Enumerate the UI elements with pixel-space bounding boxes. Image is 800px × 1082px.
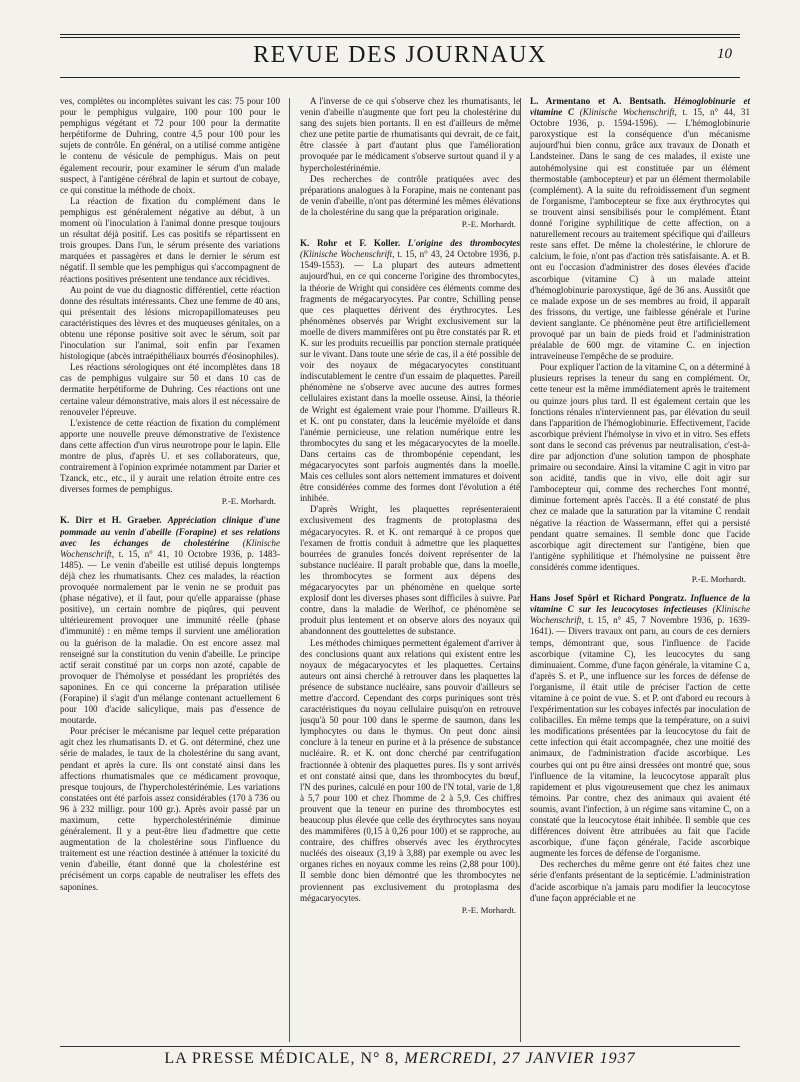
paragraph: Divers travaux ont paru, au cours de ces derniers temps, démontrant que, sous l'influence de l'acide ascorbique (vitamine C), les leucocytes du sang diminuaient. Comme, d'une façon générale, la vitamine C a, d'après S. et P., une influence sur les forces de défense de l'organisme, il était utile de préciser l'action de cette vitamine à ce point de vue. S. et P. ont d'abord eu recours à l'expérimentation sur les cobayes infectés par inoculation de colibacilles. En même temps que la température, on a suivi les modifications présentées par la leucocytose du fait de cette infection qui était accompagnée, chez une moitié des animaux, de l'administration d'acide ascorbique. Les courbes qui ont pu être ainsi dressées ont montré que, sous l'influence de la vitamine, la leucocytose apparaît plus rapidement et plus vigoureusement que chez les animaux témoins. Par contre, chez des animaux qui avaient été soumis, avant l'infection, à un régime sans vitamine C, on a constaté que la leucocytose était inhibée. Il semble que ces différences doivent être attribuées au fait que l'acide ascorbique, d'une façon générale, l'acide ascorbique augmente les forces de défense de l'organisme. [530,626,750,859]
journal-name: (Klinische Wochenschrift, [60,537,280,559]
header-rule-top [60,34,740,35]
article-authors: L. Armentano et A. Bentsath. [530,96,666,106]
signature: P.-E. Morhardt. [461,219,516,230]
paragraph: Le venin d'abeille est utilisé depuis longtemps déjà chez les rhumatisants. Chez ces malades, la réaction provoquée normalement par le venin ne se produit pas (phase négative), et il faut, pour qu'elle apparaisse (phase positive), un certain nombre de piqûres, qui peuvent ultérieurement provoquer une immunité réelle (phase d'immunité) : en même temps il survient une amélioration ou la guérison de la maladie. On est encore assez mal renseigné sur la constitution du venin d'abeille. Le principe actif serait constitué par un corps non azoté, capable de provoquer de l'hémolyse et possédant les propriétés des saponines. En ce qui concerne la préparation utilisée (Forapine) il s'agit d'un mélange contenant actuellement 6 pour 100 d'acide salicylique, mais pas d'essence de moutarde. [60,559,280,726]
journal-ref: t. 15, n° 44, 31 Octobre 1936, p. 1594-1596). — [530,107,750,129]
journal-ref: t. 15, n° 43, 24 Octobre 1936, p. 1549-1553). — [300,249,520,271]
journal-name: (Klinische Wochenschrift, [300,249,395,260]
signature: P.-E. Morhardt. [221,496,276,507]
footer-journal: LA PRESSE MÉDICALE, N° 8, [164,1050,400,1067]
article-title: Appréciation clinique d'une pommade au venin d'abeille (Forapine) et ses relations avec les échanges de cholestérine [60,515,280,548]
article-title: Influence de la vitamine C sur les leucocytoses infectieuses [530,593,750,615]
paragraph: Des recherches du même genre ont été faites chez une série d'enfants présentant de la septicémie. L'administration d'acide ascorbique n'a jamais paru modifier la leucocytose d'une façon appréciable et ne [530,859,750,903]
article-columns [60,96,750,1046]
column-1 [60,96,280,1048]
journal-name: (Klinische Wochenschrift, [530,604,750,626]
page-footer [60,1050,740,1068]
section-title: REVUE DES JOURNAUX [253,42,547,68]
header-rule-top-2 [60,37,740,38]
paragraph: Pour expliquer l'action de la vitamine C, on a déterminé à plusieurs reprises la teneur du sang en complément. Or, cette teneur est la même immédiatement après le traitement ou quinze jours plus tard. Il est également certain que les fonctions rénales n'interviennent pas, par élévation du seuil dans l'apparition de l'hémoglobinurie. Effectivement, l'acide ascorbique prévient l'hémolyse in vivo et in vitro. Ses effets sont dans le second cas prévenus par neutralisation, c'est-à-dire par adjonction d'une solution tampon de phosphate primaire ou secondaire. Ainsi la vitamine C agit in vitro par son acidité, tandis que in vivo, elle doit agir sur l'ambocepteur qui, comme des recherches l'ont montré, diminue fortement après l'accès. Il a été constaté de plus chez ce malade que la saturation par la vitamine C rendait négative la réaction de Wassermann, effet qui a persisté pendant quatre semaines. Il semble donc que l'acide ascorbique agit directement sur l'antigène, bien que l'antigène syphilitique et l'hémolysine ne puissent être considérés comme identiques. [530,362,750,572]
paragraph: Pour préciser le mécanisme par lequel cette préparation agit chez les rhumatisants D. et G. ont déterminé, chez une série de malades, le taux de la cholestérine du sang avant, pendant et après la cure. Ils ont constaté ainsi dans les affections rhumatismales que ce médicament provoque, presque toujours, de l'hypercholestérinémie. Les variations constatées ont été parfois assez considérables (170 à 736 ou 96 à 232 milligr. pour 100 gr.). Après avoir passé par un maximum, cette hypercholestérinémie diminue généralement. Il y a peut-être lieu d'admettre que cette augmentation de la cholestérine sous l'influence du traitement est une réaction destinée à atténuer la toxicité du venin d'abeille, étant donné que la cholestérine est précisément un corps capable de neutraliser les effets des saponines. [60,726,280,892]
paragraph: L'hémoglobinurie paroxystique est la conséquence d'un mécanisme aujourd'hui bien connu, grâce aux travaux de Donath et Landsteiner. Dans le sang de ces malades, il existe une autohémolysine qui est constituée par un élément thermostable (ambocepteur) et par un élément thermolabile (complément). A la suite du refroidissement d'un segment de l'organisme, l'ambocepteur se fixe aux érythrocytes qui se trouvent ainsi sensibilisés pour le complément. Étant donné l'origine syphilitique de cette affection, on a naturellement recours au traitement spécifique qui d'ailleurs reste sans effet. De même la cholestérine, le chlorure de calcium, le foie, n'ont pas d'action très satisfaisante. A. et B. ont eu l'occasion d'administrer des doses élevées d'acide ascorbique (vitamine C) à un malade atteint d'hémoglobinurie paroxystique, âgé de 36 ans. Aussitôt que ce malade expose un de ses membres au froid, il apparaît des frissons, du vertige, une faiblesse générale et l'urine devient sanglante. Ce phénomène peut être artificiellement provoqué par un bain de pieds froid et l'administration préalable de 600 mgr. de vitamine C. en injection intraveineuse l'empêche de se produire. [530,118,750,362]
article-title: Hémoglobinurie et vitamine C [530,96,750,118]
paragraph: L'existence de cette réaction de fixation du complément apporte une nouvelle preuve démonstrative de l'existence dans cette affection d'un virus neurotrope pour le lapin. Elle montre de plus, d'après U. et ses collaborateurs, que, contrairement à l'opinion exprimée notamment par Darier et Tzanck, etc., etc., il y aurait une relation étroite entre ces diverses formes de pemphigus. [60,417,280,495]
paragraph: Les réactions sérologiques ont été incomplètes dans 18 cas de pemphigus vulgaire sur 50 et dans 10 cas de dermatite herpétiforme de Duhring. Ces réactions ont une certaine valeur démonstrative, mais alors il est nécessaire de renouveler l'épreuve. [60,362,280,417]
article-heading [300,238,520,504]
page-header [60,42,740,72]
column-3 [530,96,750,1048]
paragraph: ves, complètes ou incomplètes suivant les cas: 75 pour 100 pour le pemphigus vulgaire, 100 pour 100 pour le pemphigus végétant et 72 pour 100 pour la dermatite herpétiforme de Duhring, contre 4,5 pour 100 pour les sujets de contrôle. En général, on a utilisé comme antigène le contenu de vésicule de pemphigus. Mais on peut également recourir, pour examiner le sérum d'un malade suspect, à l'antigène cérébral de lapin et surtout de cobaye, ce qui constitue la méthode de choix. [60,96,280,195]
page-number: 10 [717,46,732,62]
journal-ref: t. 15, n° 41, 10 Octobre 1936, p. 1483-1485). — [60,548,280,570]
paragraph: A l'inverse de ce qui s'observe chez les rhumatisants, le venin d'abeille n'augmente que fort peu la cholestérine du sang des sujets bien portants. Il en est d'ailleurs de même chez une petite partie de rhumatisants qui devrait, de ce fait, être classée à part d'autant plus que l'amélioration provoquée par le médicament s'observe surtout quand il y a hypercholestérinémie. [300,96,520,173]
paragraph: Au point de vue du diagnostic différentiel, cette réaction donne des résultats intéressants. Chez une femme de 40 ans, qui présentait des lésions micropapillomateuses peu caractéristiques des lèvres et des muqueuses génitales, on a obtenu une réponse positive soit avec le sérum, soit par l'inoculation sur l'animal, soit enfin par l'examen histologique (abcès intraépithéliaux bourrés d'éosinophiles). [60,284,280,362]
article-heading [530,593,750,859]
header-rule-bottom [60,77,740,78]
footer-rule [60,1046,740,1047]
article-heading [530,96,750,362]
paragraph: D'après Wright, les plaquettes représenteraient exclusivement des fragments de protoplasma des mégacaryocytes. R. et K. ont remarqué à ce propos que l'examen de frottis conduit à admettre que les plaquettes bourrées de granules foncés doivent représenter de la substance nucléaire. Il paraît probable que, dans la moelle, les thrombocytes se forment aux dépens des mégacaryocytes par un phénomène en quelque sorte explosif dont les diverses phases sont difficiles à suivre. Par contre, dans la maladie de Werlhof, ce phénomène se produit plus lentement et on observe alors des noyaux qui abandonnent des gouttelettes de substance. [300,504,520,637]
article-authors: Hans Josef Spörl et Richard Pongratz. [530,593,687,604]
paragraph: Les méthodes chimiques permettent également d'arriver à des conclusions quant aux relations qui existent entre les noyaux de mégacaryocytes et les plaquettes. Certains auteurs ont ainsi cherché à retrouver dans les plaquettes la présence de substance nucléaire, sans pouvoir d'ailleurs se mettre d'accord. Cependant des corps puriniques sont très caractéristiques du noyau cellulaire puisqu'on en retrouve jusqu'à 50 pour 100 dans le sperme de saumon, dans les lymphocytes ou dans le thymus. On peut donc ainsi conclure à la teneur en purine et à la présence de substance nucléaire. R. et K. ont donc cherché par centrifugation fractionnée à obtenir des plaquettes pures. Ils y sont arrivés et ont constaté ainsi que, dans les thrombocytes du bœuf, l'N des purines, calculé en pour 100 de l'N total, varie de 1,8 à 5,7 pour 100 et chez l'homme de 2 à 5,9. Ces chiffres prouvent que la teneur en purine des thrombocytes est beaucoup plus élevée que celle des érythrocytes sans noyau des mammifères (0,15 à 0,26 pour 100) et se rapproche, au contraire, des chiffres observés avec les érythrocytes nucléés des oiseaux (3,19 à 3,88) par exemple ou avec les organes riches en noyaux comme les reins (2,88 pour 100). Il semble donc bien démontré que les thrombocytes ne proviennent pas exclusivement du protoplasma des mégacaryocytes. [300,637,520,903]
paragraph: Des recherches de contrôle pratiquées avec des préparations analogues à la Forapine, mais ne contenant pas de venin d'abeille, n'ont pas déterminé les mêmes élévations de la cholestérine du sang que la préparation originale. [300,173,520,217]
article-authors: K. Rohr et F. Koller. [300,238,401,249]
footer-date: MERCREDI, 27 JANVIER 1937 [404,1050,636,1067]
paragraph: La plupart des auteurs admettent aujourd'hui, en ce qui concerne l'origine des thrombocytes, la théorie de Wright qui considère ces éléments comme des fragments de mégacaryocytes. Par contre, Schilling pense que ces plaquettes dérivent des érythrocytes. Les phénomènes observés par Wright exclusivement sur la moelle de divers mammifères ont pu être constatés par R. et K. sur les produits recueillis par ponction sternale pratiquée sur le vivant. Dans toute une série de cas, il a été possible de voir des noyaux de mégacaryocytes constituant indiscutablement le centre d'un essaim de plaquettes. Pareil phénomène ne s'observe avec aucune des autres formes cellulaires existant dans la moelle osseuse. Ainsi, la théorie de Wright est également vraie pour l'homme. D'ailleurs R. et K. ont pu constater, dans la leucémie myéloïde et dans l'anémie pernicieuse, une relation numérique entre les thrombocytes du sang et les mégacaryocytes de la moelle. Dans certains cas de thrombopénie cependant, les mégacaryocytes sont parfois augmentés dans la moelle. Mais ces cellules sont alors nettement immatures et doivent être considérées comme des formes dont l'évolution a été inhibée. [300,260,520,504]
signature: P.-E. Morhardt. [691,574,746,585]
paragraph: La réaction de fixation du complément dans le pemphigus est généralement négative au début, à un moment où l'inoculation à l'animal donne presque toujours un résultat déjà positif. Les cas positifs se répartissent en trois groupes. Dans l'un, le sérum présente des variations marquées et passagères et dans le dernier le sérum est négatif. Il semble que les pemphigus qui s'accompagnent de réactions positives présentent une tendance aux récidives. [60,195,280,284]
journal-ref: t. 15, n° 45, 7 Novembre 1936, p. 1639-1641). — [530,615,750,637]
article-heading [60,515,280,726]
journal-name: (Klinische Wochenschrift, [579,107,677,118]
article-authors: K. Dirr et H. Graeber. [60,515,162,526]
column-2 [300,96,520,1048]
signature: P.-E. Morhardt. [461,904,516,915]
article-title: L'origine des thrombocytes [407,238,520,249]
